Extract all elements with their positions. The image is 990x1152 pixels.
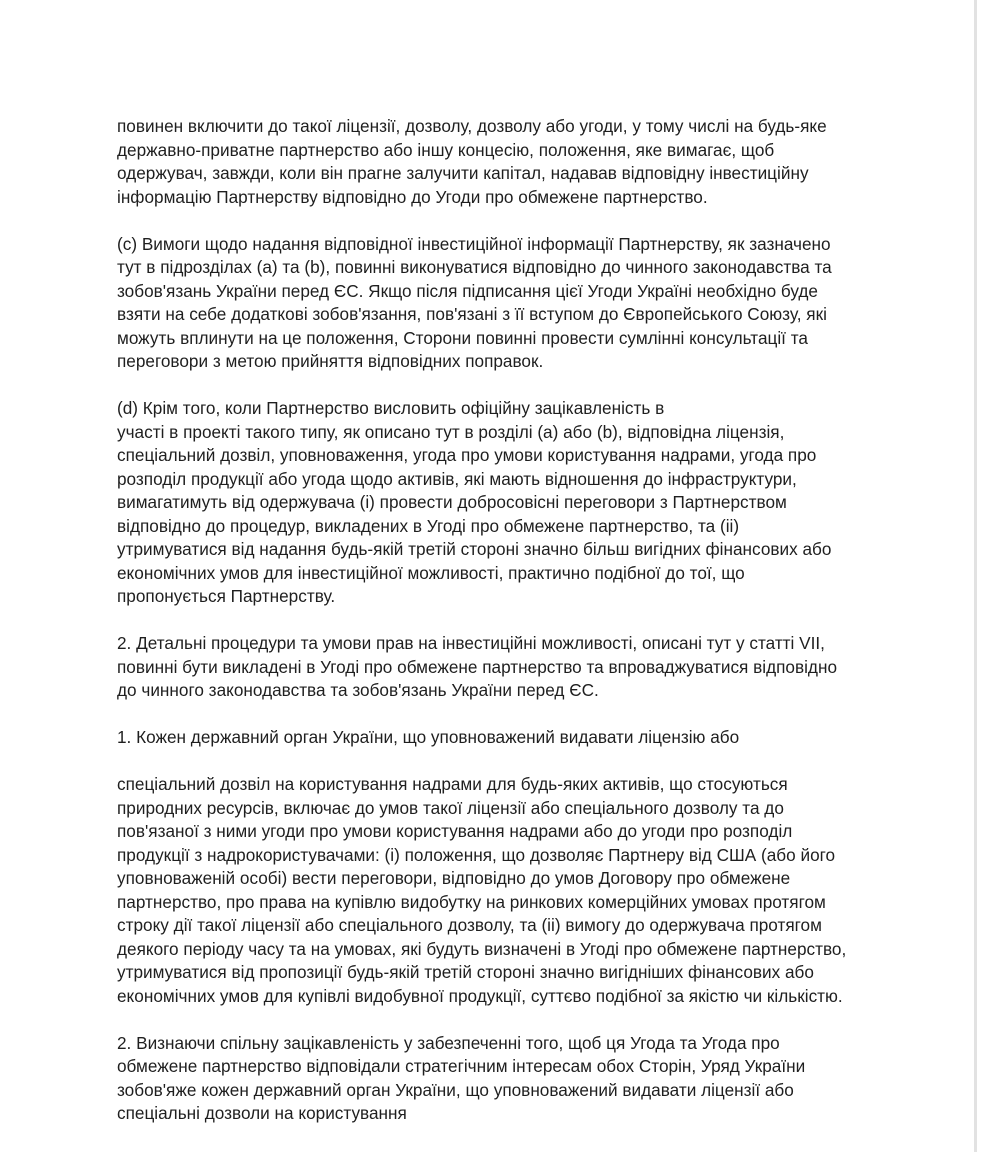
- paragraph-subsection-d: [117, 397, 897, 609]
- text-line: відповідно до процедур, викладених в Угоді про обмежене партнерство, та (ii): [117, 515, 740, 536]
- text-line: утримуватися від надання будь-якій третій стороні значно більш вигідних фінансових або: [117, 539, 832, 559]
- text-line: спеціальний дозвіл, уповноваження, угода про умови користування надрами, угода про: [117, 445, 817, 465]
- text-line: пов'язаної з ними угоди про умови користування надрами або до угоди про розподіл: [117, 821, 793, 841]
- text-line: розподіл продукції або угода щодо активів, які мають відношення до інфраструктури,: [117, 468, 797, 489]
- document-body: [117, 115, 897, 1126]
- text-line: одержувач, завжди, коли він прагне залучити капітал, надавав відповідну інвестиційну: [117, 163, 809, 183]
- text-line: тут в підрозділах (a) та (b), повинні виконуватися відповідно до чинного законодавства та: [117, 257, 832, 277]
- text-line: спеціальні дозволи на користування: [117, 1103, 407, 1123]
- text-line: державно-приватне партнерство або іншу концесію, положення, яке вимагає, щоб: [117, 139, 775, 160]
- text-line: утримуватися від пропозиції будь-якій третій стороні значно вигідніших фінансових або: [117, 962, 814, 982]
- text-line: обмежене партнерство відповідали стратегічним інтересам обох Сторін, Уряд України: [117, 1056, 806, 1076]
- text-line: взяти на себе додаткові зобов'язання, пов'язані з її вступом до Європейського Союзу, які: [117, 304, 827, 324]
- text-line: повинен включити до такої ліцензії, дозволу, дозволу або угоди, у тому числі на будь-яке: [117, 116, 827, 136]
- text-line: природних ресурсів, включає до умов такої ліцензії або спеціального дозволу та до: [117, 797, 784, 818]
- paragraph-spacer: [117, 374, 897, 398]
- text-line: інформацію Партнерству відповідно до Угоди про обмежене партнерство.: [117, 186, 708, 207]
- text-line: 2. Визнаючи спільну зацікавленість у забезпеченні того, щоб ця Угода та Угода про: [117, 1032, 780, 1053]
- text-line: партнерство, про права на купівлю видобутку на ринкових комерційних умовах протягом: [117, 891, 826, 912]
- text-line: можуть вплинути на це положення, Сторони повинні провести сумлінні консультації та: [117, 327, 808, 348]
- text-line: пропонується Партнерству.: [117, 586, 336, 606]
- paragraph-spacer: [117, 209, 897, 233]
- text-line: економічних умов для купівлі видобувної продукції, суттєво подібної за якістю чи кількістю.: [117, 985, 843, 1006]
- text-line: зобов'язань України перед ЄС. Якщо після підписання цієї Угоди Україні необхідно буде: [117, 280, 818, 301]
- paragraph-item-2-procedures: [117, 632, 897, 703]
- paragraph-subsection-c: [117, 233, 897, 374]
- text-line: участі в проекті такого типу, як описано тут в розділі (a) або (b), відповідна ліцензія,: [117, 421, 785, 442]
- text-line: деякого періоду часу та на умовах, які будуть визначені в Угоді про обмежене партнерство,: [117, 938, 847, 959]
- paragraph-spacer: [117, 1008, 897, 1032]
- text-line: 1. Кожен державний орган України, що уповноважений видавати ліцензію або: [117, 727, 740, 747]
- paragraph-investment-info-clause: [117, 115, 897, 209]
- paragraph-spacer: [117, 750, 897, 774]
- text-line: зобов'яже кожен державний орган України, що уповноважений видавати ліцензії або: [117, 1079, 794, 1100]
- paragraph-spacer: [117, 609, 897, 633]
- text-line: продукції з надрокористувачами: (i) положення, що дозволяє Партнеру від США (або його: [117, 844, 836, 865]
- text-line: 2. Детальні процедури та умови прав на інвестиційні можливості, описані тут у статті VII,: [117, 633, 825, 653]
- text-line: (d) Крім того, коли Партнерство висловить офіційну зацікавленість в: [117, 398, 665, 418]
- text-line: (c) Вимоги щодо надання відповідної інвестиційної інформації Партнерству, як зазначено: [117, 233, 831, 254]
- paragraph-item-1-state-body: [117, 726, 897, 750]
- paragraph-item-2-strategic-interests: [117, 1032, 897, 1126]
- text-line: строку дії такої ліцензії або спеціального дозволу, та (ii) вимогу до одержувача протягом: [117, 915, 822, 935]
- text-line: спеціальний дозвіл на користування надрами для будь-яких активів, що стосуються: [117, 774, 788, 794]
- text-line: вимагатимуть від одержувача (i) провести добросовісні переговори з Партнерством: [117, 492, 787, 512]
- paragraph-subsoil-permit: [117, 773, 897, 1008]
- text-line: повинні бути викладені в Угоді про обмежене партнерство та впроваджуватися відповідно: [117, 656, 838, 677]
- text-line: до чинного законодавства та зобов'язань України перед ЄС.: [117, 680, 599, 700]
- text-line: уповноваженій особі) вести переговори, відповідно до умов Договору про обмежене: [117, 868, 791, 888]
- paragraph-spacer: [117, 703, 897, 727]
- text-line: економічних умов для інвестиційної можливості, практично подібної до тої, що: [117, 562, 745, 583]
- page-edge-divider: [974, 0, 977, 1152]
- text-line: переговори з метою прийняття відповідних поправок.: [117, 351, 544, 371]
